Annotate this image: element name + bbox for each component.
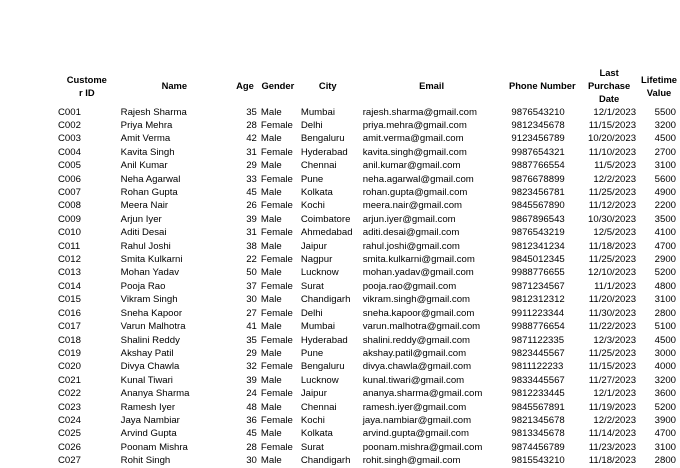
cell-name[interactable]: Arvind Gupta [120, 428, 177, 440]
cell-city[interactable]: Surat [300, 280, 324, 292]
cell-lifetime-value[interactable]: 5200 [654, 267, 676, 279]
table-row [56, 119, 680, 132]
cell-lifetime-value[interactable]: 5200 [654, 401, 676, 413]
table-row [56, 454, 680, 467]
table-row [56, 280, 680, 293]
header-last-purchase-line1: Last Purchase [588, 67, 631, 92]
cell-last-purchase-date[interactable]: 11/15/2023 [588, 361, 637, 373]
cell-email[interactable]: varun.malhotra@gmail.com [362, 321, 481, 333]
table-row [56, 427, 680, 440]
cell-email[interactable]: rahul.joshi@gmail.com [362, 240, 460, 252]
cell-phone[interactable]: 9813345678 [511, 428, 565, 440]
cell-name[interactable]: Jaya Nambiar [120, 414, 180, 426]
cell-gender[interactable]: Male [260, 374, 282, 386]
table-row [56, 401, 680, 414]
cell-name[interactable]: Mohan Yadav [120, 267, 179, 279]
cell-city[interactable]: Lucknow [300, 374, 339, 386]
cell-name[interactable]: Poonam Mishra [120, 441, 188, 453]
header-city[interactable] [297, 66, 359, 106]
cell-phone[interactable]: 9988776655 [511, 267, 565, 279]
cell-customer-id[interactable]: C003 [58, 133, 81, 145]
header-phone-label: Phone Number [508, 80, 576, 92]
header-email[interactable] [359, 66, 505, 106]
cell-last-purchase-date[interactable]: 12/1/2023 [593, 106, 637, 118]
cell-city[interactable]: Ahmedabad [300, 227, 353, 239]
cell-lifetime-value[interactable]: 3200 [654, 374, 676, 386]
cell-phone[interactable]: 9876543210 [511, 106, 565, 118]
cell-last-purchase-date[interactable]: 12/2/2023 [593, 173, 637, 185]
cell-age[interactable]: 29 [246, 160, 257, 172]
cell-age[interactable]: 33 [246, 173, 257, 185]
cell-gender[interactable]: Female [260, 173, 293, 185]
cell-name[interactable]: Ananya Sharma [120, 388, 190, 400]
cell-city[interactable]: Bengaluru [300, 361, 345, 373]
header-lifetime-line1: Lifetime [641, 73, 677, 85]
cell-city[interactable]: Jaipur [300, 240, 327, 252]
header-age[interactable] [231, 66, 259, 106]
cell-customer-id[interactable]: C023 [58, 401, 81, 413]
cell-last-purchase-date[interactable]: 12/10/2023 [588, 267, 637, 279]
cell-gender[interactable]: Male [260, 240, 282, 252]
cell-customer-id[interactable]: C027 [58, 455, 81, 467]
cell-last-purchase-date[interactable]: 11/20/2023 [588, 294, 637, 306]
cell-phone[interactable]: 9876543219 [511, 227, 565, 239]
cell-email[interactable]: rohan.gupta@gmail.com [362, 187, 468, 199]
cell-phone[interactable]: 9812312312 [511, 294, 565, 306]
header-last-purchase-date[interactable] [580, 66, 638, 106]
cell-customer-id[interactable]: C026 [58, 441, 81, 453]
cell-name[interactable]: Akshay Patil [120, 347, 174, 359]
cell-last-purchase-date[interactable]: 11/25/2023 [588, 347, 637, 359]
cell-age[interactable]: 30 [246, 294, 257, 306]
cell-lifetime-value[interactable]: 3500 [654, 213, 676, 225]
cell-email[interactable]: divya.chawla@gmail.com [362, 361, 472, 373]
cell-lifetime-value[interactable]: 3000 [654, 347, 676, 359]
cell-lifetime-value[interactable]: 3600 [654, 388, 676, 400]
header-customer-id-line2: r ID [79, 86, 95, 98]
cell-email[interactable]: kunal.tiwari@gmail.com [362, 374, 465, 386]
cell-gender[interactable]: Male [260, 106, 282, 118]
table-row [56, 173, 680, 186]
cell-customer-id[interactable]: C013 [58, 267, 81, 279]
cell-city[interactable]: Coimbatore [300, 213, 351, 225]
cell-email[interactable]: anil.kumar@gmail.com [362, 160, 461, 172]
cell-lifetime-value[interactable]: 5500 [654, 106, 676, 118]
cell-name[interactable]: Neha Agarwal [120, 173, 181, 185]
cell-gender[interactable]: Female [260, 334, 293, 346]
cell-gender[interactable]: Male [260, 321, 282, 333]
table-row [56, 360, 680, 373]
table-row [56, 106, 680, 119]
cell-email[interactable]: neha.agarwal@gmail.com [362, 173, 474, 185]
cell-last-purchase-date[interactable]: 12/1/2023 [593, 388, 637, 400]
cell-customer-id[interactable]: C002 [58, 120, 81, 132]
cell-city[interactable]: Hyderabad [300, 146, 348, 158]
cell-phone[interactable]: 9874456789 [511, 441, 565, 453]
table-row [56, 186, 680, 199]
table-row [56, 293, 680, 306]
cell-lifetime-value[interactable]: 3100 [654, 294, 676, 306]
cell-email[interactable]: smita.kulkarni@gmail.com [362, 254, 475, 266]
cell-age[interactable]: 42 [246, 133, 257, 145]
cell-age[interactable]: 30 [246, 455, 257, 467]
table-row [56, 266, 680, 279]
cell-last-purchase-date[interactable]: 12/5/2023 [593, 227, 637, 239]
customer-table [56, 66, 680, 468]
cell-age[interactable]: 28 [246, 120, 257, 132]
table-row [56, 240, 680, 253]
table-row [56, 253, 680, 266]
header-name-label: Name [161, 80, 188, 92]
cell-age[interactable]: 45 [246, 187, 257, 199]
cell-customer-id[interactable]: C018 [58, 334, 81, 346]
cell-customer-id[interactable]: C009 [58, 213, 81, 225]
table-row [56, 307, 680, 320]
cell-customer-id[interactable]: C017 [58, 321, 81, 333]
cell-age[interactable]: 28 [246, 441, 257, 453]
cell-last-purchase-date[interactable]: 11/18/2023 [588, 455, 637, 467]
cell-phone[interactable]: 9811122233 [511, 361, 564, 373]
cell-age[interactable]: 48 [246, 401, 257, 413]
cell-email[interactable]: poonam.mishra@gmail.com [362, 441, 483, 453]
cell-name[interactable]: Priya Mehra [120, 120, 173, 132]
cell-name[interactable]: Divya Chawla [120, 361, 180, 373]
header-city-label: City [318, 80, 337, 92]
cell-email[interactable]: rajesh.sharma@gmail.com [362, 106, 477, 118]
cell-last-purchase-date[interactable]: 11/14/2023 [588, 428, 637, 440]
table-row [56, 159, 680, 172]
cell-gender[interactable]: Male [260, 347, 282, 359]
table-row [56, 213, 680, 226]
cell-gender[interactable]: Female [260, 307, 293, 319]
cell-email[interactable]: arjun.iyer@gmail.com [362, 213, 456, 225]
cell-name[interactable]: Aditi Desai [120, 227, 167, 239]
cell-customer-id[interactable]: C025 [58, 428, 81, 440]
cell-age[interactable]: 31 [246, 146, 257, 158]
cell-gender[interactable]: Female [260, 200, 293, 212]
cell-lifetime-value[interactable]: 2900 [654, 254, 676, 266]
cell-email[interactable]: amit.verma@gmail.com [362, 133, 464, 145]
cell-last-purchase-date[interactable]: 11/30/2023 [588, 307, 637, 319]
cell-city[interactable]: Jaipur [300, 388, 327, 400]
cell-lifetime-value[interactable]: 2800 [654, 307, 676, 319]
cell-age[interactable]: 26 [246, 200, 257, 212]
cell-city[interactable]: Pune [300, 173, 324, 185]
cell-lifetime-value[interactable]: 4700 [654, 240, 676, 252]
cell-gender[interactable]: Female [260, 120, 293, 132]
cell-city[interactable]: Bengaluru [300, 133, 345, 145]
cell-age[interactable]: 36 [246, 414, 257, 426]
cell-age[interactable]: 39 [246, 213, 257, 225]
cell-age[interactable]: 45 [246, 428, 257, 440]
cell-last-purchase-date[interactable]: 11/19/2023 [588, 401, 637, 413]
cell-customer-id[interactable]: C006 [58, 173, 81, 185]
cell-age[interactable]: 35 [246, 106, 257, 118]
cell-gender[interactable]: Male [260, 267, 282, 279]
cell-city[interactable]: Pune [300, 347, 324, 359]
cell-customer-id[interactable]: C005 [58, 160, 81, 172]
header-lifetime-line2: Value [646, 86, 672, 98]
cell-lifetime-value[interactable]: 2200 [654, 200, 676, 212]
cell-name[interactable]: Amit Verma [120, 133, 171, 145]
cell-gender[interactable]: Female [260, 146, 293, 158]
cell-age[interactable]: 29 [246, 347, 257, 359]
cell-customer-id[interactable]: C011 [58, 240, 81, 252]
cell-customer-id[interactable]: C022 [58, 388, 81, 400]
cell-phone[interactable]: 9823445567 [511, 347, 565, 359]
cell-gender[interactable]: Female [260, 254, 293, 266]
cell-lifetime-value[interactable]: 4900 [654, 187, 676, 199]
cell-lifetime-value[interactable]: 5600 [654, 173, 676, 185]
cell-city[interactable]: Chandigarh [300, 455, 351, 467]
cell-city[interactable]: Nagpur [300, 254, 333, 266]
cell-last-purchase-date[interactable]: 11/25/2023 [588, 187, 637, 199]
cell-phone[interactable]: 9871122335 [511, 334, 565, 346]
cell-last-purchase-date[interactable]: 12/3/2023 [593, 334, 637, 346]
cell-name[interactable]: Rajesh Sharma [120, 106, 187, 118]
table-row [56, 374, 680, 387]
cell-city[interactable]: Delhi [300, 120, 323, 132]
cell-last-purchase-date[interactable]: 11/10/2023 [588, 146, 637, 158]
table-row [56, 334, 680, 347]
cell-customer-id[interactable]: C010 [58, 227, 81, 239]
cell-name[interactable]: Meera Nair [120, 200, 169, 212]
cell-gender[interactable]: Male [260, 401, 282, 413]
cell-name[interactable]: Kunal Tiwari [120, 374, 173, 386]
cell-phone[interactable]: 9823456781 [511, 187, 565, 199]
cell-email[interactable]: vikram.singh@gmail.com [362, 294, 471, 306]
cell-lifetime-value[interactable]: 2700 [654, 146, 676, 158]
cell-customer-id[interactable]: C024 [58, 414, 81, 426]
table-row [56, 441, 680, 454]
header-age-label: Age [236, 80, 254, 92]
cell-lifetime-value[interactable]: 4500 [654, 334, 676, 346]
cell-gender[interactable]: Female [260, 227, 293, 239]
cell-gender[interactable]: Male [260, 294, 282, 306]
cell-customer-id[interactable]: C001 [58, 106, 81, 118]
table-row [56, 132, 680, 145]
cell-email[interactable]: aditi.desai@gmail.com [362, 227, 460, 239]
cell-email[interactable]: jaya.nambiar@gmail.com [362, 414, 472, 426]
cell-phone[interactable]: 9845567890 [511, 200, 565, 212]
table-row [56, 387, 680, 400]
cell-gender[interactable]: Female [260, 441, 293, 453]
header-customer-id[interactable] [56, 66, 118, 106]
cell-email[interactable]: priya.mehra@gmail.com [362, 120, 467, 132]
table-header [56, 66, 680, 106]
header-name[interactable] [118, 66, 231, 106]
cell-city[interactable]: Surat [300, 441, 324, 453]
cell-name[interactable]: Arjun Iyer [120, 213, 162, 225]
cell-last-purchase-date[interactable]: 11/25/2023 [588, 254, 637, 266]
cell-city[interactable]: Lucknow [300, 267, 339, 279]
cell-phone[interactable]: 9815543210 [511, 455, 565, 467]
cell-age[interactable]: 27 [246, 307, 257, 319]
table-row [56, 199, 680, 212]
table-row [56, 414, 680, 427]
cell-phone[interactable]: 9833445567 [511, 374, 565, 386]
cell-customer-id[interactable]: C007 [58, 187, 81, 199]
cell-age[interactable]: 22 [246, 254, 257, 266]
cell-name[interactable]: Anil Kumar [120, 160, 168, 172]
cell-customer-id[interactable]: C020 [58, 361, 81, 373]
cell-gender[interactable]: Female [260, 280, 293, 292]
table-row [56, 146, 680, 159]
cell-lifetime-value[interactable]: 3100 [654, 160, 676, 172]
cell-city[interactable]: Chennai [300, 160, 337, 172]
cell-lifetime-value[interactable]: 5100 [654, 321, 676, 333]
cell-email[interactable]: kavita.singh@gmail.com [362, 146, 467, 158]
cell-name[interactable]: Smita Kulkarni [120, 254, 183, 266]
table-row [56, 320, 680, 333]
cell-phone[interactable]: 9845567891 [511, 401, 565, 413]
cell-customer-id[interactable]: C014 [58, 280, 81, 292]
cell-name[interactable]: Kavita Singh [120, 146, 175, 158]
table-row [56, 226, 680, 239]
cell-phone[interactable]: 9812345678 [511, 120, 565, 132]
cell-phone[interactable]: 9867896543 [511, 213, 565, 225]
cell-lifetime-value[interactable]: 4700 [654, 428, 676, 440]
cell-age[interactable]: 38 [246, 240, 257, 252]
header-gender-label: Gender [261, 80, 295, 92]
cell-city[interactable]: Mumbai [300, 321, 335, 333]
cell-phone[interactable]: 9887766554 [511, 160, 565, 172]
cell-name[interactable]: Rahul Joshi [120, 240, 171, 252]
header-email-label: Email [419, 80, 445, 92]
cell-phone[interactable]: 9988776654 [511, 321, 565, 333]
cell-city[interactable]: Kochi [300, 200, 325, 212]
cell-last-purchase-date[interactable]: 11/22/2023 [588, 321, 637, 333]
header-gender[interactable] [259, 66, 297, 106]
cell-city[interactable]: Kochi [300, 414, 325, 426]
cell-lifetime-value[interactable]: 3900 [654, 414, 676, 426]
cell-customer-id[interactable]: C019 [58, 347, 81, 359]
cell-gender[interactable]: Male [260, 160, 282, 172]
cell-lifetime-value[interactable]: 4000 [654, 361, 676, 373]
cell-name[interactable]: Pooja Rao [120, 280, 166, 292]
cell-age[interactable]: 37 [246, 280, 257, 292]
cell-age[interactable]: 24 [246, 388, 257, 400]
cell-last-purchase-date[interactable]: 11/23/2023 [588, 441, 637, 453]
cell-name[interactable]: Vikram Singh [120, 294, 178, 306]
cell-email[interactable]: meera.nair@gmail.com [362, 200, 463, 212]
cell-email[interactable]: akshay.patil@gmail.com [362, 347, 467, 359]
cell-city[interactable]: Chennai [300, 401, 337, 413]
header-customer-id-line1: Custome [66, 73, 107, 85]
cell-gender[interactable]: Male [260, 187, 282, 199]
cell-customer-id[interactable]: C004 [58, 146, 81, 158]
cell-gender[interactable]: Male [260, 455, 282, 467]
cell-name[interactable]: Varun Malhotra [120, 321, 186, 333]
cell-lifetime-value[interactable]: 4800 [654, 280, 676, 292]
cell-gender[interactable]: Male [260, 133, 282, 145]
cell-age[interactable]: 50 [246, 267, 257, 279]
cell-age[interactable]: 32 [246, 361, 257, 373]
cell-customer-id[interactable]: C015 [58, 294, 81, 306]
cell-customer-id[interactable]: C012 [58, 254, 81, 266]
cell-last-purchase-date[interactable]: 11/18/2023 [588, 240, 637, 252]
cell-name[interactable]: Ramesh Iyer [120, 401, 176, 413]
table-row [56, 347, 680, 360]
cell-email[interactable]: ananya.sharma@gmail.com [362, 388, 483, 400]
cell-gender[interactable]: Female [260, 414, 293, 426]
cell-email[interactable]: mohan.yadav@gmail.com [362, 267, 474, 279]
cell-phone[interactable]: 9123456789 [511, 133, 565, 145]
cell-lifetime-value[interactable]: 4500 [654, 133, 676, 145]
cell-age[interactable]: 41 [246, 321, 257, 333]
cell-email[interactable]: sneha.kapoor@gmail.com [362, 307, 475, 319]
cell-phone[interactable]: 9812341234 [511, 240, 565, 252]
cell-email[interactable]: rohit.singh@gmail.com [362, 455, 461, 467]
cell-last-purchase-date[interactable]: 11/27/2023 [588, 374, 637, 386]
cell-last-purchase-date[interactable]: 10/20/2023 [588, 133, 637, 145]
cell-last-purchase-date[interactable]: 11/1/2023 [594, 280, 637, 292]
cell-city[interactable]: Kolkata [300, 428, 333, 440]
cell-city[interactable]: Mumbai [300, 106, 335, 118]
header-phone[interactable] [504, 66, 580, 106]
cell-name[interactable]: Rohit Singh [120, 455, 171, 467]
header-last-purchase-line2: Date [598, 93, 620, 105]
cell-last-purchase-date[interactable]: 11/5/2023 [594, 160, 637, 172]
cell-name[interactable]: Rohan Gupta [120, 187, 178, 199]
cell-customer-id[interactable]: C016 [58, 307, 81, 319]
header-lifetime-value[interactable] [638, 66, 680, 106]
cell-city[interactable]: Kolkata [300, 187, 333, 199]
cell-gender[interactable]: Female [260, 361, 293, 373]
cell-email[interactable]: shalini.reddy@gmail.com [362, 334, 471, 346]
cell-phone[interactable]: 9911223344 [511, 307, 565, 319]
table-body [56, 106, 680, 468]
cell-email[interactable]: arvind.gupta@gmail.com [362, 428, 469, 440]
cell-customer-id[interactable]: C021 [58, 374, 81, 386]
cell-lifetime-value[interactable]: 3200 [654, 120, 676, 132]
cell-lifetime-value[interactable]: 3100 [654, 441, 676, 453]
cell-phone[interactable]: 9821345678 [511, 414, 565, 426]
cell-age[interactable]: 35 [246, 334, 257, 346]
cell-city[interactable]: Hyderabad [300, 334, 348, 346]
cell-phone[interactable]: 9871234567 [511, 280, 565, 292]
cell-age[interactable]: 31 [246, 227, 257, 239]
cell-lifetime-value[interactable]: 2800 [654, 455, 676, 467]
cell-gender[interactable]: Female [260, 388, 293, 400]
cell-last-purchase-date[interactable]: 12/2/2023 [593, 414, 637, 426]
cell-name[interactable]: Sneha Kapoor [120, 307, 183, 319]
cell-last-purchase-date[interactable]: 10/30/2023 [588, 213, 637, 225]
cell-phone[interactable]: 9845012345 [511, 254, 565, 266]
cell-customer-id[interactable]: C008 [58, 200, 81, 212]
cell-age[interactable]: 39 [246, 374, 257, 386]
cell-gender[interactable]: Male [260, 213, 282, 225]
cell-last-purchase-date[interactable]: 11/15/2023 [588, 120, 637, 132]
cell-city[interactable]: Delhi [300, 307, 323, 319]
cell-city[interactable]: Chandigarh [300, 294, 351, 306]
cell-phone[interactable]: 9876678899 [511, 173, 565, 185]
cell-gender[interactable]: Male [260, 428, 282, 440]
header-row [56, 66, 680, 106]
cell-email[interactable]: ramesh.iyer@gmail.com [362, 401, 467, 413]
cell-last-purchase-date[interactable]: 11/12/2023 [588, 200, 637, 212]
cell-email[interactable]: pooja.rao@gmail.com [362, 280, 457, 292]
cell-phone[interactable]: 9812233445 [511, 388, 565, 400]
cell-lifetime-value[interactable]: 4100 [654, 227, 676, 239]
cell-name[interactable]: Shalini Reddy [120, 334, 180, 346]
cell-phone[interactable]: 9987654321 [511, 146, 565, 158]
